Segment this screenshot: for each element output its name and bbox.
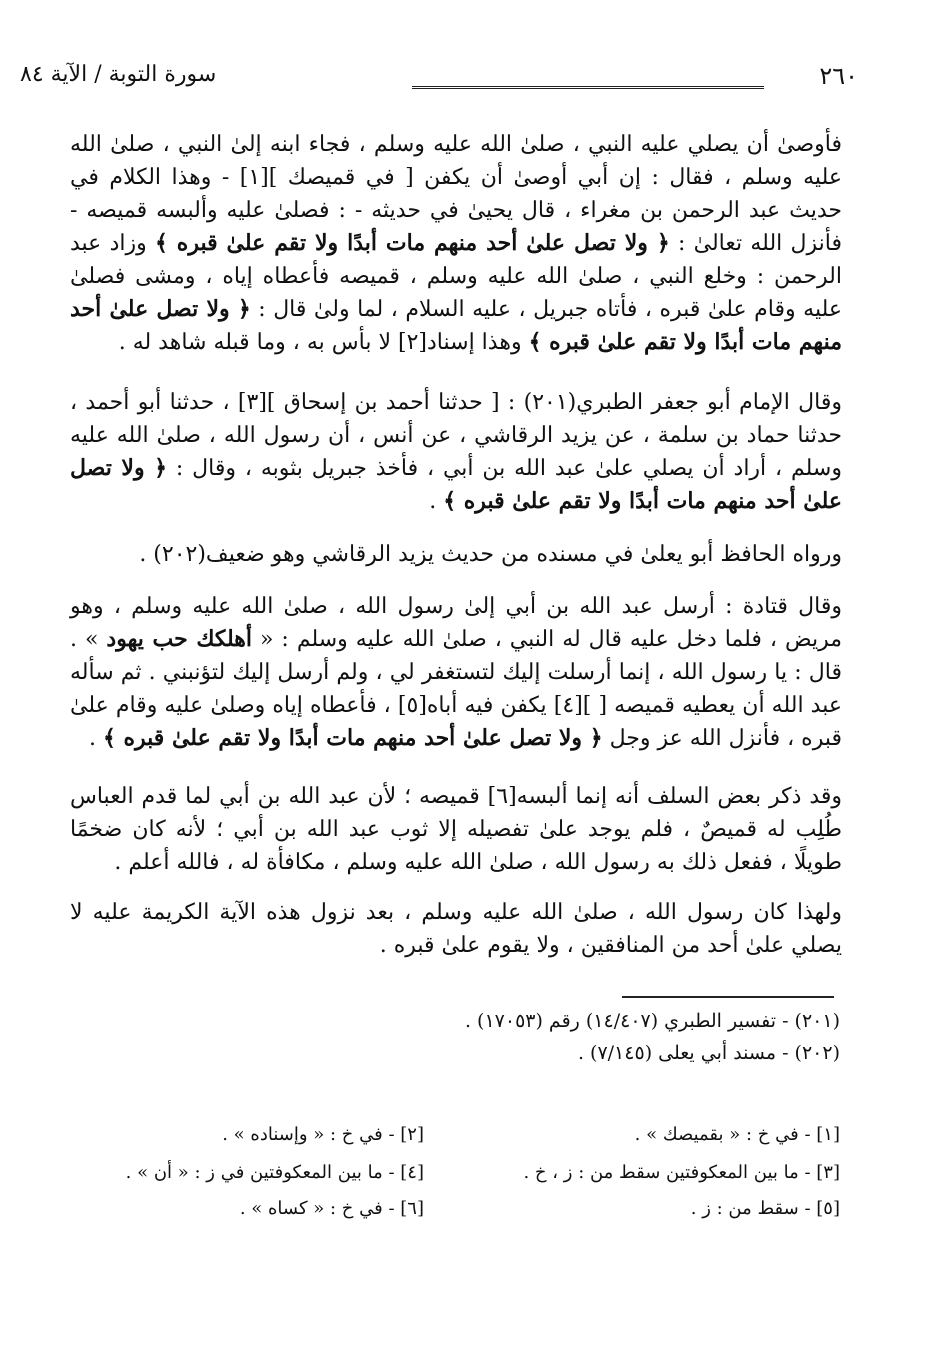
text-span: وقال قتادة : أرسل عبد الله بن أبي إلىٰ رسول الله ، صلىٰ الله عليه وسلم ، وهو مريض ، فلما دخل عليه قال له النبي ، صلىٰ الله عليه وسلم : « bbox=[70, 594, 842, 652]
hadith-quote: أهلكك حب يهود bbox=[106, 626, 253, 652]
text-span: ولهذا كان رسول الله ، صلىٰ الله عليه وسلم ، بعد نزول هذه الآية الكريمة عليه لا يصلي علىٰ أحد من المنافقين ، ولا يقوم علىٰ قبره . bbox=[70, 900, 842, 958]
variant-note: [١] - في خ : « بقميصك » . bbox=[634, 1124, 840, 1145]
text-span: وقد ذكر بعض السلف أنه إنما ألبسه[٦] قميصه ؛ لأن عبد الله بن أبي لما قدم العباس طُلِب له قميصٌ ، فلم يوجد علىٰ تفصيله إلا ثوب عبد الله بن أبي ؛ لأنه كان ضخمًا طويلًا ، ففعل ذلك به رسول الله ، صلىٰ الله عليه وسلم ، مكافأة له ، فالله أعلم . bbox=[70, 784, 843, 875]
text-span: . bbox=[429, 489, 444, 514]
quran-verse: ﴿ ولا تصل علىٰ أحد منهم مات أبدًا ولا تقم علىٰ قبره ﴾ bbox=[70, 455, 842, 514]
text-span: وهذا إسناد[٢] لا بأس به ، وما قبله شاهد له . bbox=[118, 330, 529, 355]
paragraph-3 bbox=[70, 538, 842, 571]
text-span: . bbox=[88, 726, 103, 751]
paragraph-4 bbox=[70, 590, 842, 755]
quran-verse: ﴿ ولا تصل علىٰ أحد منهم مات أبدًا ولا تقم علىٰ قبره ﴾ bbox=[102, 725, 603, 751]
header-rule bbox=[412, 86, 764, 89]
text-span: » . قال : يا رسول الله ، إنما أرسلت إليك لتستغفر لي ، ولم أرسل إليك لتؤنبني . ثم سأله عبد الله أن يعطيه قميصه [ ][٤] يكفن فيه أباه[٥] ، فأعطاه إياه وصلىٰ عليه وقام علىٰ قبره ، فأنزل الله عز وجل bbox=[70, 627, 842, 751]
page-number: ٢٦٠ bbox=[819, 62, 858, 90]
paragraph-1 bbox=[70, 128, 842, 359]
footnote: (٢٠٢) - مسند أبي يعلى (٧/١٤٥) . bbox=[577, 1042, 840, 1064]
quran-verse: ﴿ ولا تصل علىٰ أحد منهم مات أبدًا ولا تقم علىٰ قبره ﴾ bbox=[70, 296, 842, 355]
footnote-rule bbox=[622, 996, 834, 998]
variant-note: [٥] - سقط من : ز . bbox=[690, 1198, 840, 1219]
paragraph-2 bbox=[70, 386, 842, 518]
text-span: ورواه الحافظ أبو يعلىٰ في مسنده من حديث يزيد الرقاشي وهو ضعيف(٢٠٢) . bbox=[139, 542, 842, 567]
variant-note: [٣] - ما بين المعكوفتين سقط من : ز ، خ . bbox=[523, 1162, 840, 1183]
text-span: وزاد عبد الرحمن : وخلع النبي ، صلىٰ الله عليه وسلم ، قميصه فأعطاه إياه ، ومشى فصلىٰ عليه وقام علىٰ قبره ، فأتاه جبريل ، عليه السلام ، لما ولىٰ قال : bbox=[70, 231, 842, 322]
variant-note: [٢] - في خ : « وإسناده » . bbox=[222, 1124, 424, 1145]
variant-note: [٦] - في خ : « كساه » . bbox=[239, 1198, 424, 1219]
footnote: (٢٠١) - تفسير الطبري (١٤/٤٠٧) رقم (١٧٠٥٣) . bbox=[464, 1010, 840, 1032]
running-title: سورة التوبة / الآية ٨٤ bbox=[20, 62, 217, 87]
text-span: فأوصىٰ أن يصلي عليه النبي ، صلىٰ الله عليه وسلم ، فجاء ابنه إلىٰ النبي ، صلىٰ الله عليه وسلم ، فقال : إن أبي أوصىٰ أن يكفن [ في قميصك ][١] - وهذا الكلام في حديث عبد الرحمن بن مغراء ، قال يحيىٰ في حديثه - : فصلىٰ عليه وألبسه قميصه - فأنزل الله تعالىٰ : bbox=[70, 132, 842, 256]
paragraph-6 bbox=[70, 896, 842, 962]
quran-verse: ﴿ ولا تصل علىٰ أحد منهم مات أبدًا ولا تقم علىٰ قبره ﴾ bbox=[154, 230, 670, 256]
text-span: وقال الإمام أبو جعفر الطبري(٢٠١) : [ حدثنا أحمد بن إسحاق ][٣] ، حدثنا أبو أحمد ، حدثنا حماد بن سلمة ، عن يزيد الرقاشي ، عن أنس ، أن رسول الله ، صلىٰ الله عليه وسلم ، أراد أن يصلي علىٰ عبد الله بن أبي ، فأخذ جبريل بثوبه ، وقال : bbox=[70, 390, 842, 481]
paragraph-5 bbox=[70, 780, 842, 879]
variant-note: [٤] - ما بين المعكوفتين في ز : « أن » . bbox=[125, 1162, 424, 1183]
